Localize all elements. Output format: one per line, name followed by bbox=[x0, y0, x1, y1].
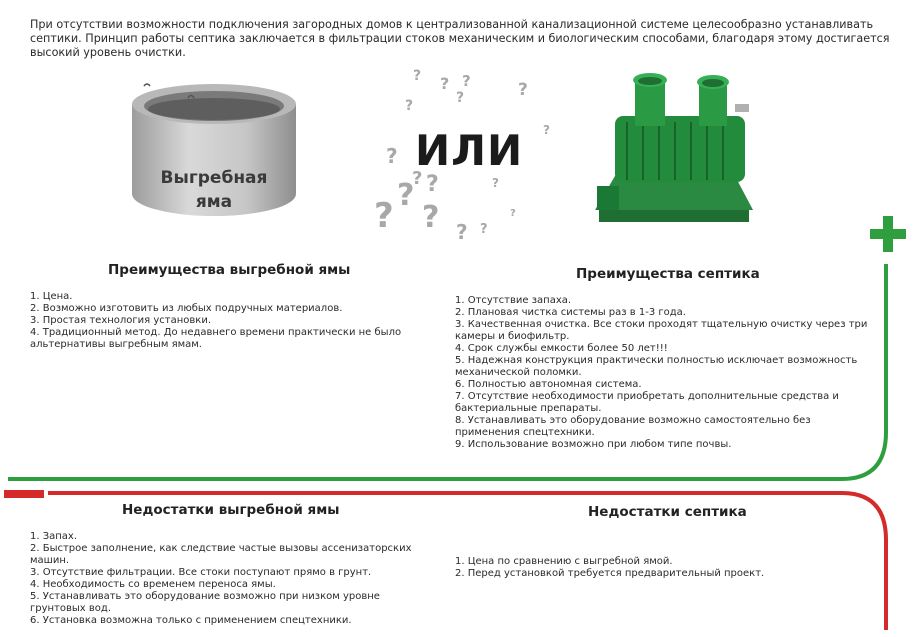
list-item: 4. Традиционный метод. До недавнего времени практически не было альтернативы выгребным ямам. bbox=[30, 327, 402, 350]
list-item: 5. Устанавливать это оборудование возможно при низком уровне грунтовых вод. bbox=[30, 591, 380, 614]
question-mark: ? bbox=[413, 68, 422, 84]
septic-cons-list bbox=[455, 556, 875, 580]
pit-pros-list bbox=[30, 291, 420, 351]
list-item: 8. Устанавливать это оборудование возможно самостоятельно без применения спецтехники. bbox=[455, 415, 811, 438]
list-item: 2. Возможно изготовить из любых подручных материалов. bbox=[30, 303, 343, 314]
list-item: 9. Использование возможно при любом типе почвы. bbox=[455, 439, 732, 450]
question-mark: ? bbox=[518, 80, 528, 100]
question-mark: ? bbox=[462, 72, 471, 90]
question-mark: ? bbox=[492, 176, 499, 190]
list-item: 7. Отсутствие необходимости приобретать дополнительные средства и бактериальные препараты. bbox=[455, 391, 839, 414]
intro-paragraph: При отсутствии возможности подключения загородных домов к централизованной канализационной системе целесообразно устанавливать септики. Принцип работы септика заключается в фильтрации стоков механическим и биологическим способами, благодаря этому достигается высокий уровень очистки. bbox=[30, 18, 890, 59]
question-mark: ? bbox=[422, 200, 440, 235]
septic-cons-title: Недостатки септика bbox=[588, 504, 747, 520]
pit-image-label-line1: Выгребная bbox=[160, 168, 268, 188]
question-mark: ? bbox=[374, 196, 394, 236]
list-item: 6. Полностью автономная система. bbox=[455, 379, 642, 390]
question-mark: ? bbox=[440, 74, 450, 93]
septic-pros-list bbox=[455, 295, 875, 451]
pit-pros-title: Преимущества выгребной ямы bbox=[108, 262, 351, 278]
question-mark: ? bbox=[543, 123, 550, 137]
list-item: 3. Качественная очистка. Все стоки проходят тщательную очистку через три камеры и биофильтр. bbox=[455, 319, 868, 342]
question-mark: ? bbox=[426, 172, 439, 197]
list-item: 4. Необходимость со временем переноса ямы. bbox=[30, 579, 276, 590]
list-item: 4. Срок службы емкости более 50 лет!!! bbox=[455, 343, 668, 354]
question-mark: ? bbox=[412, 168, 423, 189]
list-item: 2. Перед установкой требуется предварительный проект. bbox=[455, 568, 765, 579]
list-item: 1. Отсутствие запаха. bbox=[455, 295, 572, 306]
question-mark: ? bbox=[480, 222, 488, 237]
list-item: 2. Быстрое заполнение, как следствие частые вызовы ассенизаторских машин. bbox=[30, 543, 412, 566]
list-item: 2. Плановая чистка системы раз в 1-3 года. bbox=[455, 307, 686, 318]
or-text: ИЛИ bbox=[415, 126, 524, 175]
question-mark: ? bbox=[456, 90, 465, 106]
list-item: 3. Отсутствие фильтрации. Все стоки поступают прямо в грунт. bbox=[30, 567, 372, 578]
pit-cons-list bbox=[30, 531, 425, 627]
minus-icon bbox=[4, 490, 44, 498]
question-mark: ? bbox=[456, 220, 468, 244]
list-item: 1. Цена по сравнению с выгребной ямой. bbox=[455, 556, 673, 567]
pit-cons-title: Недостатки выгребной ямы bbox=[122, 502, 340, 518]
list-item: 1. Цена. bbox=[30, 291, 73, 302]
list-item: 1. Запах. bbox=[30, 531, 78, 542]
list-item: 5. Надежная конструкция практически полностью исключает возможность механической поломки. bbox=[455, 355, 858, 378]
plus-icon bbox=[868, 214, 908, 254]
question-mark: ? bbox=[386, 144, 398, 168]
question-mark: ? bbox=[405, 98, 414, 114]
question-mark: ? bbox=[397, 178, 415, 213]
list-item: 3. Простая технология установки. bbox=[30, 315, 211, 326]
list-item: 6. Установка возможна только с применением спецтехники. bbox=[30, 615, 352, 626]
question-mark: ? bbox=[510, 208, 516, 219]
septic-pros-title: Преимущества септика bbox=[576, 266, 760, 282]
pit-image-label-line2: яма bbox=[195, 192, 233, 212]
